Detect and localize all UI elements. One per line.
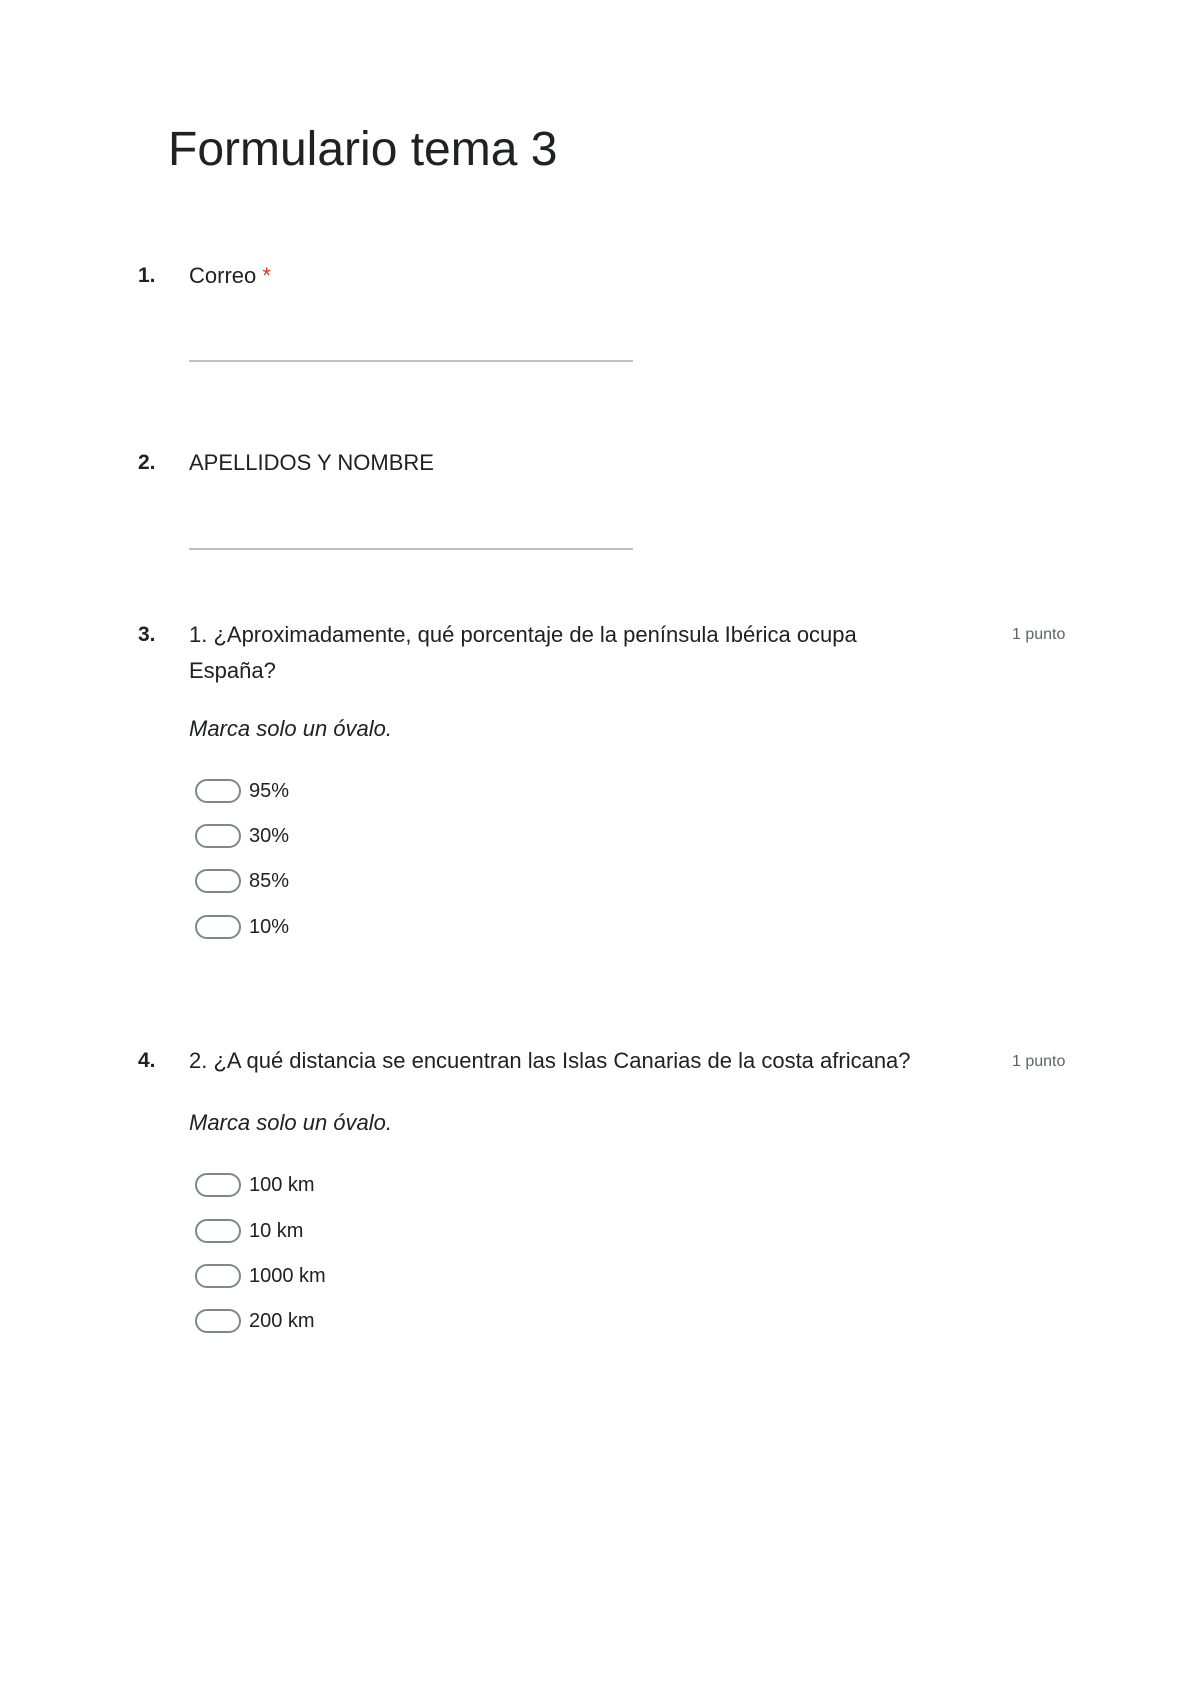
radio-oval[interactable] xyxy=(195,1173,241,1197)
option-100-km[interactable] xyxy=(195,1170,315,1200)
option-1000-km[interactable] xyxy=(195,1261,326,1291)
option-label: 10 km xyxy=(249,1219,304,1242)
question-2-number: 2. xyxy=(138,451,156,474)
question-3-number: 3. xyxy=(138,623,156,646)
radio-oval[interactable] xyxy=(195,1309,241,1333)
required-asterisk: * xyxy=(262,263,271,288)
question-4-points: 1 punto xyxy=(1012,1053,1066,1070)
option-85-percent[interactable] xyxy=(195,866,289,896)
question-3-points: 1 punto xyxy=(1012,626,1066,643)
option-10-km[interactable] xyxy=(195,1216,303,1246)
question-4-text: 2. ¿A qué distancia se encuentran las Islas Canarias de la costa africana? xyxy=(189,1048,911,1073)
question-3-hint: Marca solo un óvalo. xyxy=(189,716,392,741)
question-3-text-line-2: España? xyxy=(189,658,276,683)
question-1-number: 1. xyxy=(138,264,156,287)
option-label: 85% xyxy=(249,869,290,892)
option-label: 1000 km xyxy=(249,1264,326,1287)
option-30-percent[interactable] xyxy=(195,821,289,851)
option-label: 100 km xyxy=(249,1173,315,1196)
question-1-text: Correo xyxy=(189,263,257,288)
option-label: 30% xyxy=(249,824,290,847)
question-3-text xyxy=(189,617,857,689)
option-label: 95% xyxy=(249,779,290,802)
option-label: 10% xyxy=(249,915,290,938)
name-field[interactable] xyxy=(189,548,633,550)
question-4-hint: Marca solo un óvalo. xyxy=(189,1110,392,1135)
radio-oval[interactable] xyxy=(195,1219,241,1243)
option-label: 200 km xyxy=(249,1309,315,1332)
radio-oval[interactable] xyxy=(195,869,241,893)
option-10-percent[interactable] xyxy=(195,912,289,942)
form-title: Formulario tema 3 xyxy=(168,123,558,176)
option-95-percent[interactable] xyxy=(195,776,289,806)
question-1-label xyxy=(189,258,271,294)
radio-oval[interactable] xyxy=(195,915,241,939)
radio-oval[interactable] xyxy=(195,824,241,848)
radio-oval[interactable] xyxy=(195,1264,241,1288)
question-4-number: 4. xyxy=(138,1049,156,1072)
question-3-text-line-1: 1. ¿Aproximadamente, qué porcentaje de la península Ibérica ocupa xyxy=(189,622,857,647)
option-200-km[interactable] xyxy=(195,1306,315,1336)
email-field[interactable] xyxy=(189,360,633,362)
question-2-text: APELLIDOS Y NOMBRE xyxy=(189,450,434,475)
radio-oval[interactable] xyxy=(195,779,241,803)
